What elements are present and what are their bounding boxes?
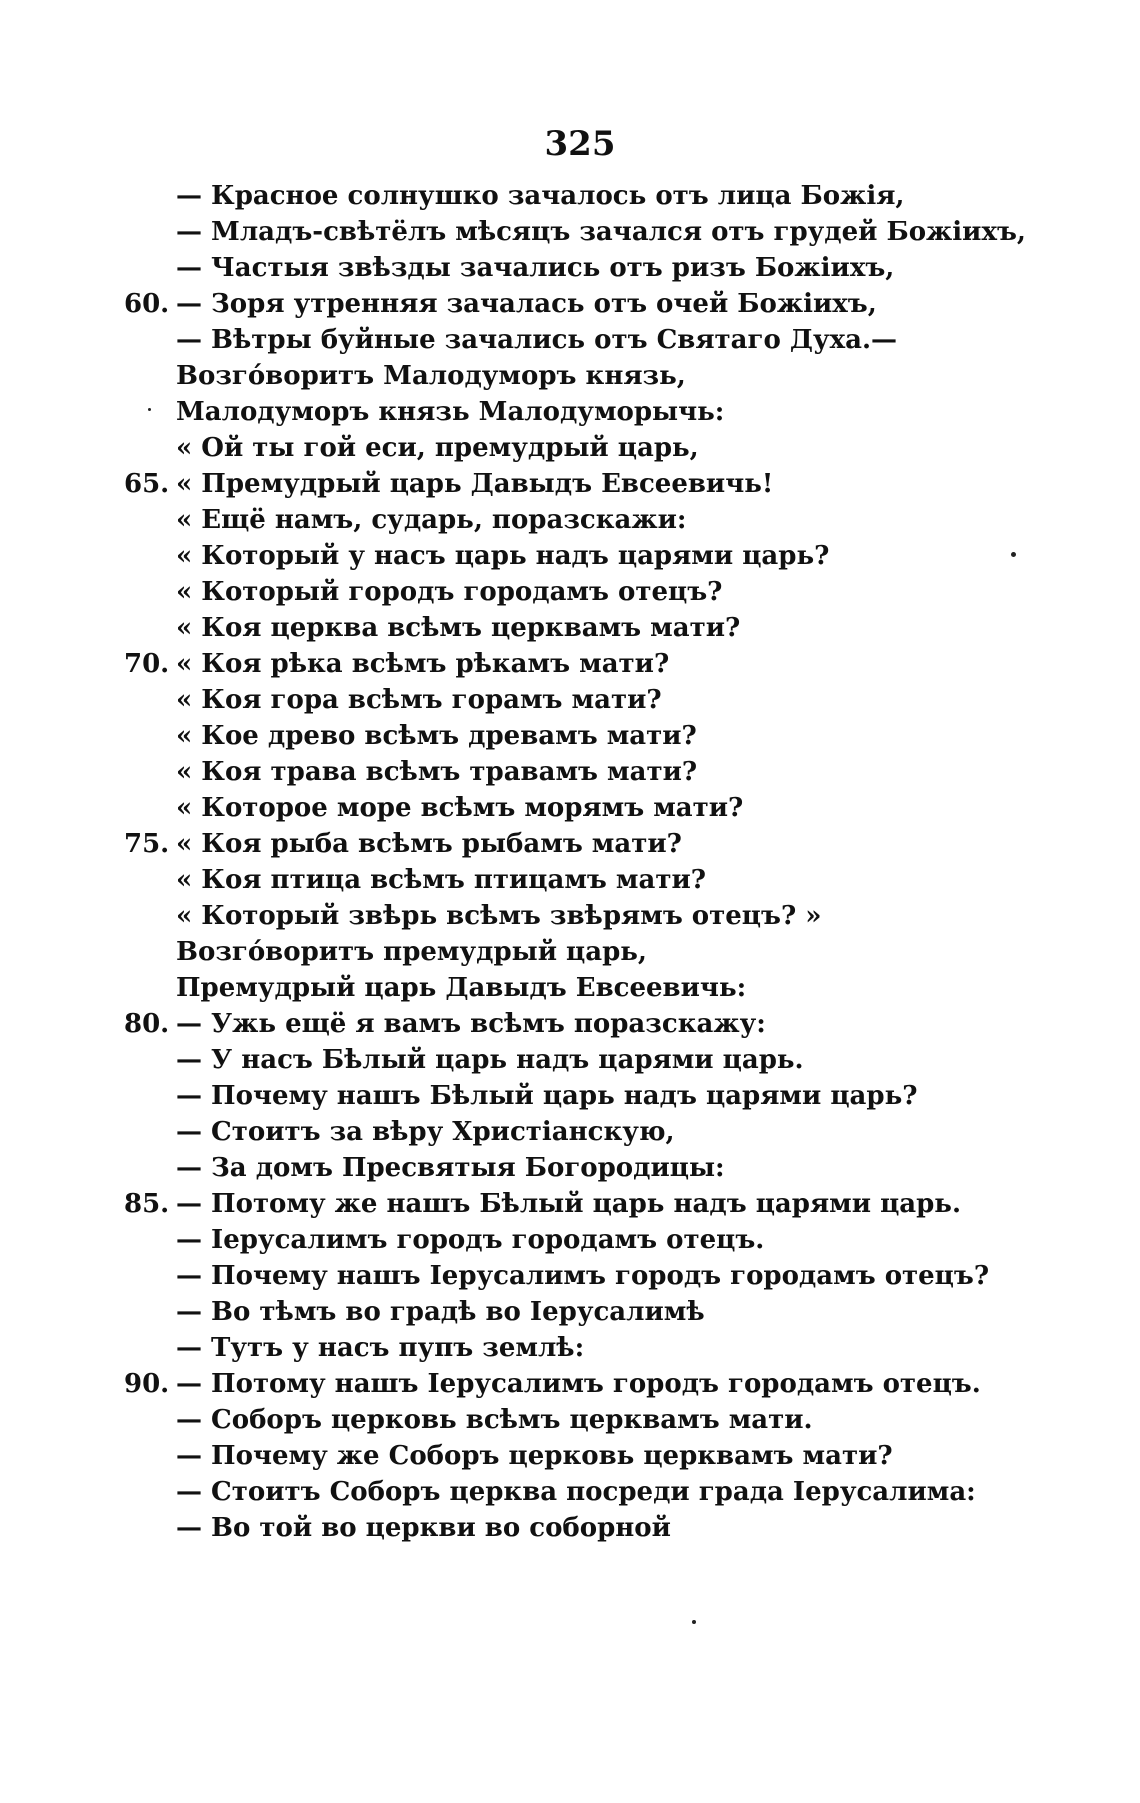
verse-line bbox=[0, 574, 1140, 610]
verse-text: « Который у насъ царь надъ царями царь? bbox=[176, 541, 830, 571]
verse-line bbox=[0, 862, 1140, 898]
verse-text: — Младъ-свѣтёлъ мѣсяцъ зачался отъ грудей Божіихъ, bbox=[176, 217, 1026, 247]
verse-text: « Коя рѣка всѣмъ рѣкамъ мати? bbox=[176, 649, 670, 679]
verse-text: « Премудрый царь Давыдъ Евсеевичь! bbox=[176, 469, 774, 499]
verse-number: 60. bbox=[124, 289, 170, 319]
verse-line bbox=[0, 754, 1140, 790]
verse-list bbox=[0, 178, 1140, 1546]
verse-text: « Коя трава всѣмъ травамъ мати? bbox=[176, 757, 698, 787]
verse-text: — Стоитъ за вѣру Христіанскую, bbox=[176, 1117, 675, 1147]
verse-line bbox=[0, 1042, 1140, 1078]
verse-line bbox=[0, 1294, 1140, 1330]
verse-text: « Коя церква всѣмъ церквамъ мати? bbox=[176, 613, 741, 643]
verse-text: — За домъ Пресвятыя Богородицы: bbox=[176, 1153, 725, 1183]
verse-line bbox=[0, 1510, 1140, 1546]
verse-line bbox=[0, 394, 1140, 430]
verse-line bbox=[0, 790, 1140, 826]
verse-line bbox=[0, 250, 1140, 286]
print-speck bbox=[692, 1620, 696, 1624]
verse-text: — Потому нашъ Іерусалимъ городъ городамъ отецъ. bbox=[176, 1369, 981, 1399]
verse-text: — Частыя звѣзды зачались отъ ризъ Божіихъ, bbox=[176, 253, 895, 283]
verse-line bbox=[0, 610, 1140, 646]
verse-line bbox=[0, 214, 1140, 250]
verse-line bbox=[0, 1258, 1140, 1294]
verse-line bbox=[0, 538, 1140, 574]
verse-text: — Зоря утренняя зачалась отъ очей Божіихъ, bbox=[176, 289, 877, 319]
print-speck bbox=[148, 408, 151, 411]
verse-text: — Потому же нашъ Бѣлый царь надъ царями царь. bbox=[176, 1189, 962, 1219]
verse-text: — Во тѣмъ во градѣ во Іерусалимѣ bbox=[176, 1297, 705, 1327]
verse-line bbox=[0, 1366, 1140, 1402]
verse-text: — Красное солнушко зачалось отъ лица Божія, bbox=[176, 181, 905, 211]
verse-line bbox=[0, 466, 1140, 502]
verse-text: Возго́воритъ Малодуморъ князь, bbox=[176, 361, 686, 391]
verse-line bbox=[0, 1006, 1140, 1042]
verse-line bbox=[0, 646, 1140, 682]
verse-number: 85. bbox=[124, 1189, 170, 1219]
verse-text: — Вѣтры буйные зачались отъ Святаго Духа.— bbox=[176, 325, 897, 355]
verse-line bbox=[0, 970, 1140, 1006]
verse-text: « Ещё намъ, сударь, поразскажи: bbox=[176, 505, 687, 535]
verse-line bbox=[0, 826, 1140, 862]
verse-text: « Коя рыба всѣмъ рыбамъ мати? bbox=[176, 829, 682, 859]
verse-text: « Ой ты гой еси, премудрый царь, bbox=[176, 433, 699, 463]
verse-text: Премудрый царь Давыдъ Евсеевичь: bbox=[176, 973, 747, 1003]
verse-text: — Іерусалимъ городъ городамъ отецъ. bbox=[176, 1225, 765, 1255]
verse-number: 65. bbox=[124, 469, 170, 499]
verse-text: — Соборъ церковь всѣмъ церквамъ мати. bbox=[176, 1405, 813, 1435]
verse-line bbox=[0, 1222, 1140, 1258]
verse-line bbox=[0, 322, 1140, 358]
verse-line bbox=[0, 1186, 1140, 1222]
verse-line bbox=[0, 1438, 1140, 1474]
verse-number: 90. bbox=[124, 1369, 170, 1399]
verse-number: 75. bbox=[124, 829, 170, 859]
verse-text: — Почему же Соборъ церковь церквамъ мати? bbox=[176, 1441, 893, 1471]
print-speck bbox=[1011, 552, 1016, 557]
verse-text: — Почему нашъ Бѣлый царь надъ царями царь? bbox=[176, 1081, 918, 1111]
verse-line bbox=[0, 502, 1140, 538]
verse-text: Малодуморъ князь Малодуморычь: bbox=[176, 397, 725, 427]
verse-line bbox=[0, 934, 1140, 970]
verse-number: 70. bbox=[124, 649, 170, 679]
verse-line bbox=[0, 718, 1140, 754]
verse-line bbox=[0, 178, 1140, 214]
verse-line bbox=[0, 1150, 1140, 1186]
verse-line bbox=[0, 1402, 1140, 1438]
verse-line bbox=[0, 430, 1140, 466]
verse-line bbox=[0, 1474, 1140, 1510]
verse-text: Возго́воритъ премудрый царь, bbox=[176, 937, 647, 967]
verse-text: « Кое древо всѣмъ древамъ мати? bbox=[176, 721, 697, 751]
verse-text: « Коя гора всѣмъ горамъ мати? bbox=[176, 685, 662, 715]
verse-line bbox=[0, 358, 1140, 394]
verse-line bbox=[0, 682, 1140, 718]
verse-text: « Которое море всѣмъ морямъ мати? bbox=[176, 793, 744, 823]
verse-text: — Во той во церкви во соборной bbox=[176, 1513, 671, 1543]
verse-text: « Который городъ городамъ отецъ? bbox=[176, 577, 723, 607]
verse-text: « Коя птица всѣмъ птицамъ мати? bbox=[176, 865, 706, 895]
verse-text: — Ужь ещё я вамъ всѣмъ поразскажу: bbox=[176, 1009, 766, 1039]
verse-line bbox=[0, 1114, 1140, 1150]
verse-number: 80. bbox=[124, 1009, 170, 1039]
verse-text: — Стоитъ Соборъ церква посреди града Іерусалима: bbox=[176, 1477, 976, 1507]
verse-line bbox=[0, 1330, 1140, 1366]
page-number: 325 bbox=[544, 124, 616, 164]
verse-text: — Тутъ у насъ пупъ землѣ: bbox=[176, 1333, 585, 1363]
verse-line bbox=[0, 286, 1140, 322]
verse-text: — Почему нашъ Іерусалимъ городъ городамъ отецъ? bbox=[176, 1261, 990, 1291]
verse-line bbox=[0, 898, 1140, 934]
verse-text: « Который звѣрь всѣмъ звѣрямъ отецъ? » bbox=[176, 901, 822, 931]
verse-text: — У насъ Бѣлый царь надъ царями царь. bbox=[176, 1045, 804, 1075]
verse-line bbox=[0, 1078, 1140, 1114]
